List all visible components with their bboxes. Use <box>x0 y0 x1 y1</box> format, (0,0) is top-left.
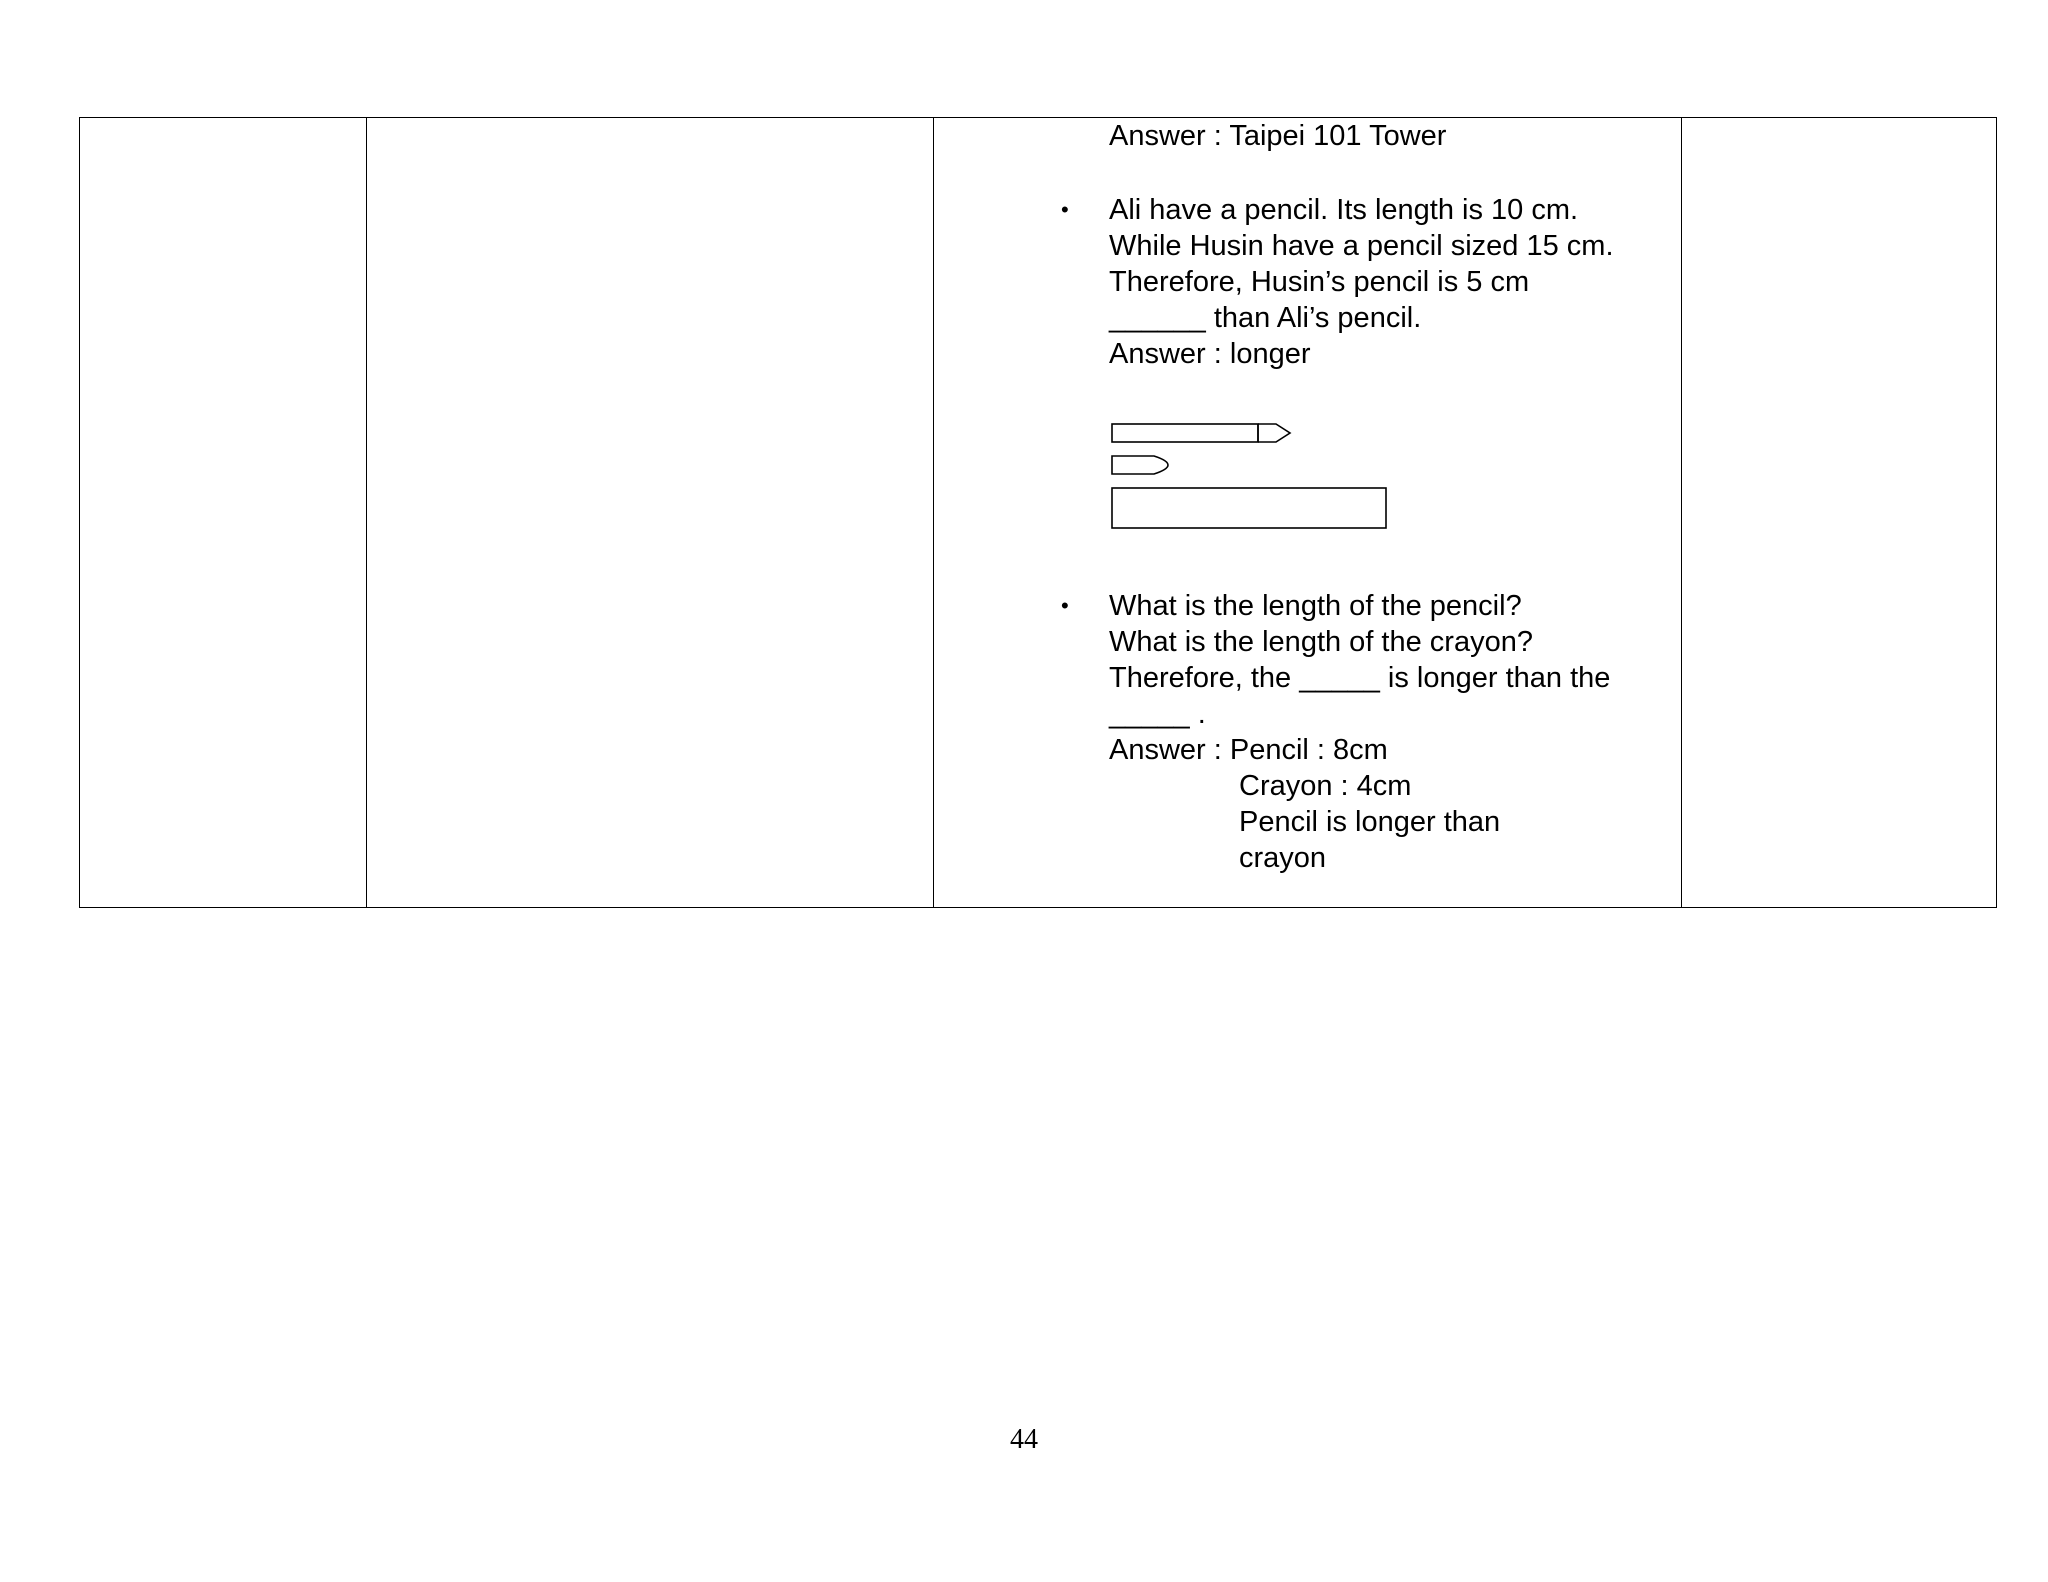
question-2-line-3: Therefore, Husin’s pencil is 5 cm <box>1109 266 1530 298</box>
answer-longer: Answer : longer <box>1109 338 1311 370</box>
answer-taipei: Answer : Taipei 101 Tower <box>1109 120 1447 152</box>
question-3-line-4: _____ . <box>1109 698 1206 730</box>
lesson-table <box>79 117 1997 908</box>
question-3-line-2: What is the length of the crayon? <box>1109 626 1533 658</box>
bullet-question-3: • <box>1061 593 1069 618</box>
question-2-line-4: ______ than Ali’s pencil. <box>1109 302 1422 334</box>
crayon-shape <box>1112 456 1168 474</box>
page-number: 44 <box>1010 1424 1038 1455</box>
column-divider-3 <box>1681 118 1682 907</box>
question-3-line-3: Therefore, the _____ is longer than the <box>1109 662 1611 694</box>
answer-3-line-3: crayon <box>1239 842 1327 874</box>
answer-3-label: Answer : Pencil : 8cm <box>1109 734 1388 766</box>
question-2-line-2: While Husin have a pencil sized 15 cm. <box>1109 230 1614 262</box>
answer-3-line-1: Crayon : 4cm <box>1239 770 1412 802</box>
bullet-question-2: • <box>1061 197 1069 222</box>
question-3-line-1: What is the length of the pencil? <box>1109 590 1522 622</box>
column-divider-2 <box>933 118 934 907</box>
pencil-shape <box>1112 424 1290 442</box>
question-2-line-1: Ali have a pencil. Its length is 10 cm. <box>1109 194 1579 226</box>
answer-3-line-2: Pencil is longer than <box>1239 806 1501 838</box>
pencil-crayon-drawing <box>1100 415 1400 545</box>
ruler-shape <box>1112 488 1386 528</box>
column-divider-1 <box>366 118 367 907</box>
